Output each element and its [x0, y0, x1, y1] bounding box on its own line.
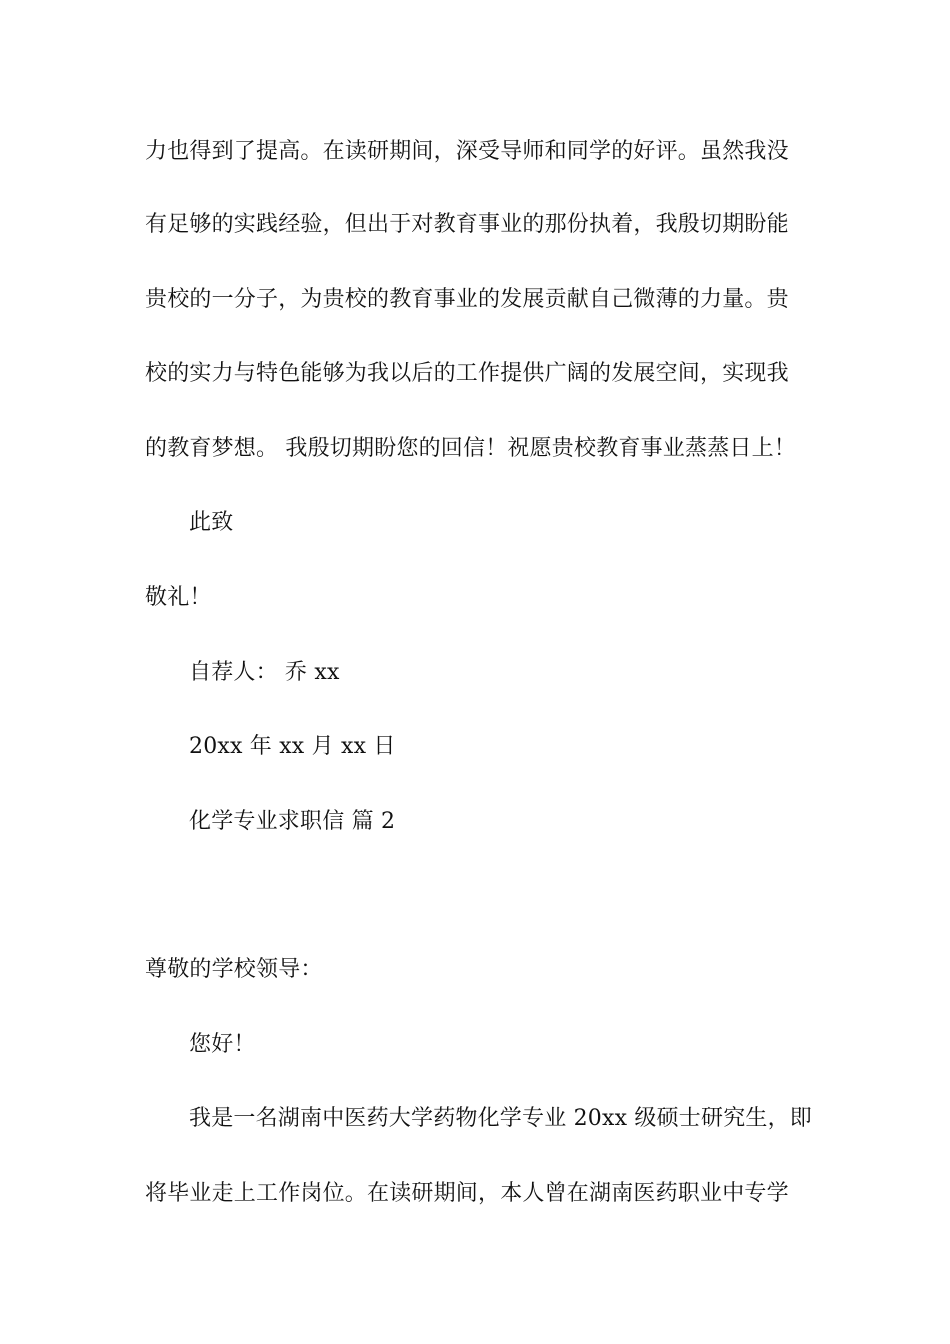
paragraph-line: 校的实力与特色能够为我以后的工作提供广阔的发展空间，实现我 [145, 361, 789, 386]
paragraph-line: 贵校的一分子，为贵校的教育事业的发展贡献自己微薄的力量。贵 [145, 287, 789, 312]
closing-line: 此致 [189, 510, 234, 535]
paragraph-line: 我是一名湖南中医药大学药物化学专业 20xx 级硕士研究生，即 [189, 1106, 812, 1131]
paragraph-line: 力也得到了提高。在读研期间，深受导师和同学的好评。虽然我没 [145, 139, 789, 164]
paragraph-line: 的教育梦想。 我殷切期盼您的回信！祝愿贵校教育事业蒸蒸日上！ [145, 436, 796, 461]
paragraph-line: 有足够的实践经验，但出于对教育事业的那份执着，我殷切期盼能 [145, 212, 789, 237]
section-heading: 化学专业求职信 篇 2 [189, 809, 396, 834]
salutation-line: 敬礼！ [145, 585, 212, 610]
signature-line: 自荐人： 乔 xx [189, 660, 340, 685]
greeting-line: 尊敬的学校领导： [145, 957, 323, 982]
paragraph-line: 将毕业走上工作岗位。在读研期间，本人曾在湖南医药职业中专学 [145, 1181, 789, 1206]
greeting-line: 您好！ [189, 1032, 256, 1057]
date-line: 20xx 年 xx 月 xx 日 [189, 734, 396, 759]
